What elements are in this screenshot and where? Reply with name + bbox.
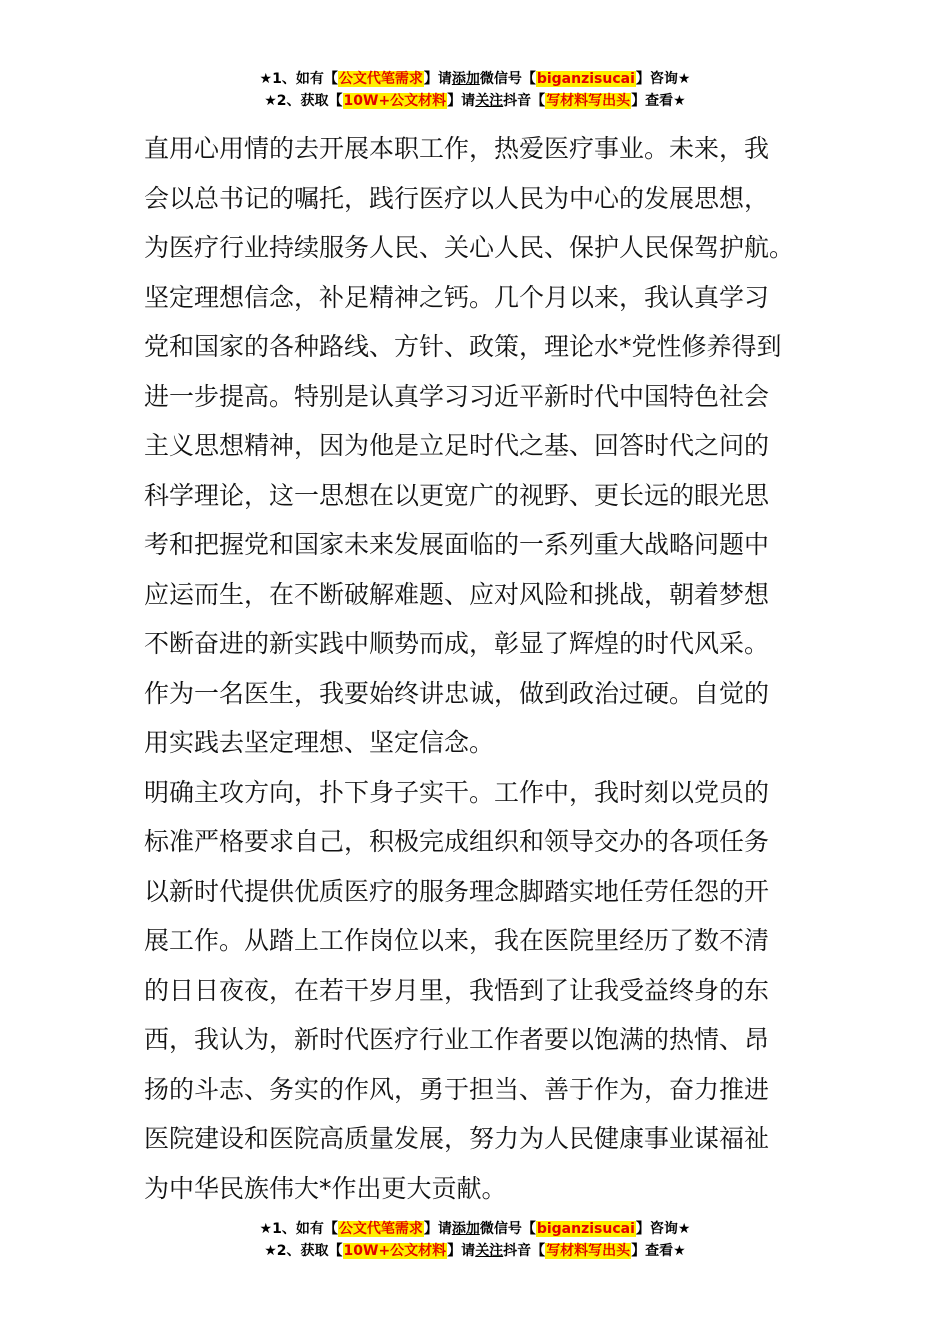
banner-text: 】请 (447, 1243, 476, 1259)
body-line: 主义思想精神，因为他是立足时代之基、回答时代之问的 (144, 431, 770, 460)
banner-text: 微信号【 (479, 71, 536, 87)
body-line: 直用心用情的去开展本职工作，热爱医疗事业。未来，我 (144, 134, 770, 163)
banner-highlight: 写材料写出头 (546, 1243, 631, 1259)
body-line: 为中华民族伟大*作出更大贡献。 (144, 1173, 507, 1203)
banner-text: 】请 (447, 93, 476, 109)
banner-highlight: 公文代笔需求 (338, 1221, 423, 1237)
banner-highlight: biganzisucai (536, 1221, 635, 1237)
body-line: 会以总书记的嘱托，践行医疗以人民为中心的发展思想， (144, 183, 770, 213)
banner-underline: 添加 (451, 1221, 480, 1237)
banner-text: 】咨询★ (635, 71, 691, 87)
banner-underline: 关注 (475, 93, 504, 109)
body-line: 标准严格要求自己，积极完成组织和领导交办的各项任务 (144, 827, 770, 856)
banner-text: ★1、如有【 (259, 1221, 338, 1237)
body-line: 坚定理想信念，补足精神之钙。几个月以来，我认真学习 (144, 282, 770, 312)
body-line: 用实践去坚定理想、坚定信念。 (144, 728, 495, 757)
banner-highlight: 10W+公文材料 (343, 1243, 447, 1259)
body-line: 不断奋进的新实践中顺势而成，彰显了辉煌的时代风采。 (144, 629, 770, 658)
banner-text: ★1、如有【 (259, 71, 338, 87)
banner-highlight: 写材料写出头 (546, 93, 631, 109)
footer-banner (0, 1218, 950, 1262)
body-line: 进一步提高。特别是认真学习习近平新时代中国特色社会 (144, 381, 770, 411)
banner-highlight: biganzisucai (536, 71, 635, 87)
body-line: 为医疗行业持续服务人民、关心人民、保护人民保驾护航。 (144, 233, 795, 262)
body-line: 考和把握党和国家未来发展面临的一系列重大战略问题中 (144, 530, 770, 559)
body-line: 作为一名医生，我要始终讲忠诚，做到政治过硬。自觉的 (144, 678, 770, 708)
banner-text: 】查看★ (631, 93, 686, 109)
header-banner (0, 68, 950, 112)
banner-underline: 关注 (475, 1243, 504, 1259)
banner-text: ★2、获取【 (264, 93, 343, 109)
banner-text: 】查看★ (631, 1243, 686, 1259)
body-line: 展工作。从踏上工作岗位以来，我在医院里经历了数不清 (144, 926, 770, 955)
banner-text: 抖音【 (503, 93, 546, 109)
body-line: 科学理论，这一思想在以更宽广的视野、更长远的眼光思 (144, 480, 770, 510)
body-line: 以新时代提供优质医疗的服务理念脚踏实地任劳任怨的开 (144, 876, 770, 906)
footer-banner-line-1 (0, 1218, 950, 1240)
footer-banner-line-2 (0, 1240, 950, 1262)
document-body (144, 124, 816, 1213)
banner-text: 】请 (423, 71, 452, 87)
banner-highlight: 10W+公文材料 (343, 93, 447, 109)
body-line: 应运而生，在不断破解难题、应对风险和挑战，朝着梦想 (144, 579, 770, 609)
header-banner-line-1 (0, 68, 950, 90)
banner-underline: 添加 (451, 71, 480, 87)
banner-text: ★2、获取【 (264, 1243, 343, 1259)
banner-text: 微信号【 (479, 1221, 536, 1237)
body-line: 医院建设和医院高质量发展，努力为人民健康事业谋福祉 (144, 1124, 770, 1153)
banner-text: 抖音【 (503, 1243, 546, 1259)
body-line: 扬的斗志、务实的作风，勇于担当、善于作为，奋力推进 (144, 1074, 770, 1104)
body-line: 的日日夜夜，在若干岁月里，我悟到了让我受益终身的东 (144, 975, 770, 1005)
banner-highlight: 公文代笔需求 (338, 71, 423, 87)
banner-text: 】请 (423, 1221, 452, 1237)
header-banner-line-2 (0, 90, 950, 112)
body-line: 明确主攻方向，扑下身子实干。工作中，我时刻以党员的 (144, 777, 770, 807)
banner-text: 】咨询★ (635, 1221, 691, 1237)
body-line: 西，我认为，新时代医疗行业工作者要以饱满的热情、昂 (144, 1025, 770, 1054)
body-line: 党和国家的各种路线、方针、政策，理论水*党性修养得到 (144, 332, 782, 361)
